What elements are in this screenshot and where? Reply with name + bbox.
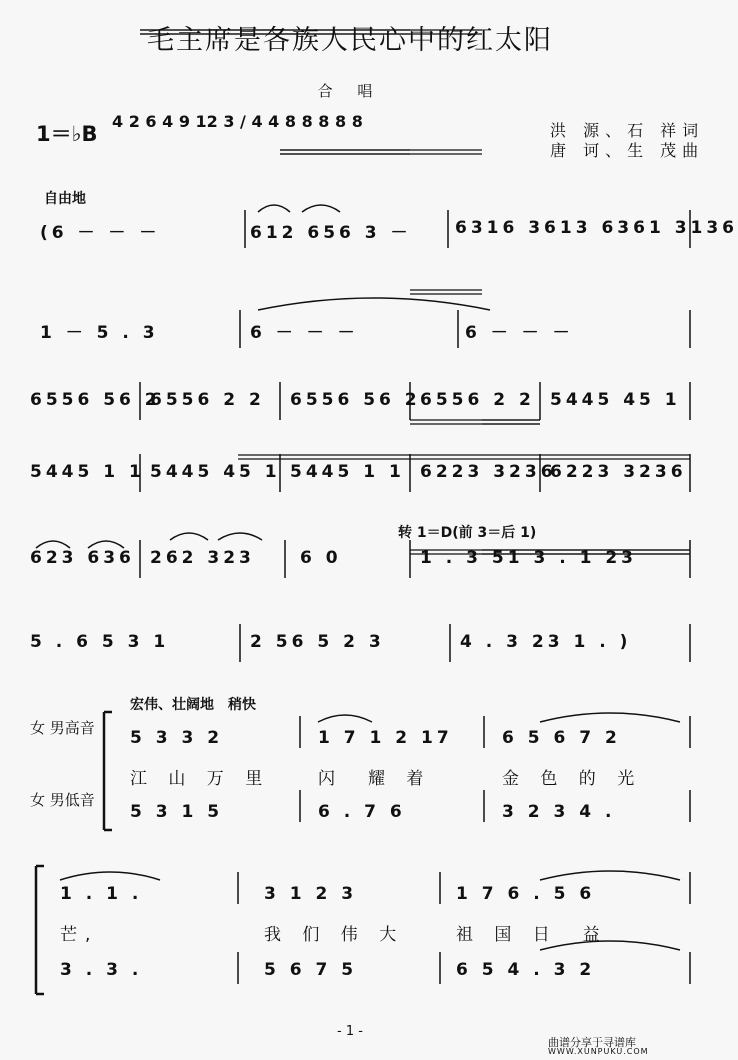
- measure-2-4: 5445 45 1: [550, 390, 681, 410]
- final-lower-1: 5 6 7 5: [264, 960, 358, 980]
- triplet-slur: [258, 205, 290, 212]
- chorus-lyric-0: 江 山 万 里: [130, 769, 271, 789]
- triplet-slur: [170, 533, 208, 540]
- measure-2-2: 6556 56 2: [290, 390, 421, 410]
- measure-3-1: 5445 45 1: [150, 462, 281, 482]
- measure-0-0: (6 － － －: [40, 223, 161, 243]
- slur: [60, 872, 160, 880]
- chorus-lyric-2: 金 色 的 光: [502, 769, 643, 789]
- chorus-upper-0: 5 3 3 2: [130, 728, 224, 748]
- measure-1-0: 1 － 5 . 3: [40, 323, 159, 343]
- slur: [540, 871, 680, 880]
- final-upper-2: 1 7 6 . 5 6: [456, 884, 596, 904]
- measure-5-2: 4 . 3 23 1 . ): [460, 632, 632, 652]
- measure-4-3: 1 . 3 51 3 . 1 23: [420, 548, 637, 568]
- measure-5-1: 2 56 5 2 3: [250, 632, 385, 652]
- measure-1-1: 6 － － －: [250, 323, 359, 343]
- tie-arc: [258, 298, 490, 310]
- chorus-lyric-1: 闪 耀 着: [318, 769, 432, 789]
- measure-4-2: 6 0: [300, 548, 342, 568]
- measure-2-3: 6556 2 2: [420, 390, 535, 410]
- composer-credit: 唐 诃、生 茂曲: [550, 141, 705, 160]
- measure-0-2: 6316 3613 6361 3136: [455, 218, 738, 238]
- final-upper-1: 3 1 2 3: [264, 884, 358, 904]
- time-signatures: 4 2 6 4 9 12 3 / 4 4 8 8 8 8 8: [112, 112, 363, 131]
- triplet-slur: [88, 541, 124, 548]
- final-lower-2: 6 5 4 . 3 2: [456, 960, 596, 980]
- modulation-mark: 转 1＝D(前 3＝后 1): [398, 525, 537, 541]
- measure-0-1: 612 656 3 －: [250, 223, 412, 243]
- chorus-upper-1: 1 7 1 2 17: [318, 728, 453, 748]
- triplet-slur: [36, 541, 70, 548]
- measure-4-1: 262 323: [150, 548, 255, 568]
- triplet-slur: [302, 205, 340, 212]
- triplet-slur: [218, 533, 262, 540]
- page-number: - 1 -: [337, 1024, 363, 1039]
- measure-3-4: 6223 3236: [550, 462, 687, 482]
- lower-voice-label: 女 男低音: [30, 791, 95, 809]
- final-upper-0: 1 . 1 .: [60, 884, 143, 904]
- key-signature: 1＝♭B: [36, 122, 98, 146]
- measure-2-1: 6556 2 2: [150, 390, 265, 410]
- final-lyric-0: 芒,: [60, 925, 99, 945]
- slur: [318, 715, 372, 722]
- chorus-upper-2: 6 5 6 7 2: [502, 728, 621, 748]
- final-lyric-2: 祖 国 日 益: [456, 925, 608, 945]
- tempo-chorus: 宏伟、壮阔地 稍快: [130, 697, 256, 713]
- site-url: WWW.XUNPUKU.COM: [548, 1047, 649, 1056]
- final-lyric-1: 我 们 伟 大: [264, 925, 405, 945]
- page-title: 毛主席是各族人民心中的红太阳: [147, 25, 553, 56]
- chorus-lower-2: 3 2 3 4 .: [502, 802, 616, 822]
- measure-3-0: 5445 1 1: [30, 462, 145, 482]
- site-credit: 曲谱分享于寻谱库: [548, 1036, 636, 1049]
- final-lower-0: 3 . 3 .: [60, 960, 143, 980]
- tempo-intro: 自由地: [44, 191, 86, 207]
- measure-5-0: 5 . 6 5 3 1: [30, 632, 170, 652]
- lyricist-credit: 洪 源、石 祥词: [550, 121, 705, 140]
- measure-2-0: 6556 56 2: [30, 390, 161, 410]
- chorus-lower-0: 5 3 1 5: [130, 802, 224, 822]
- upper-voice-label: 女 男高音: [30, 719, 95, 737]
- measure-1-2: 6 － － －: [465, 323, 574, 343]
- chorus-lower-1: 6 . 7 6: [318, 802, 406, 822]
- slur: [540, 713, 680, 722]
- measure-3-2: 5445 1 1: [290, 462, 405, 482]
- measure-4-0: 623 636: [30, 548, 135, 568]
- measure-3-3: 6223 3236: [420, 462, 557, 482]
- subtitle: 合 唱: [317, 82, 383, 100]
